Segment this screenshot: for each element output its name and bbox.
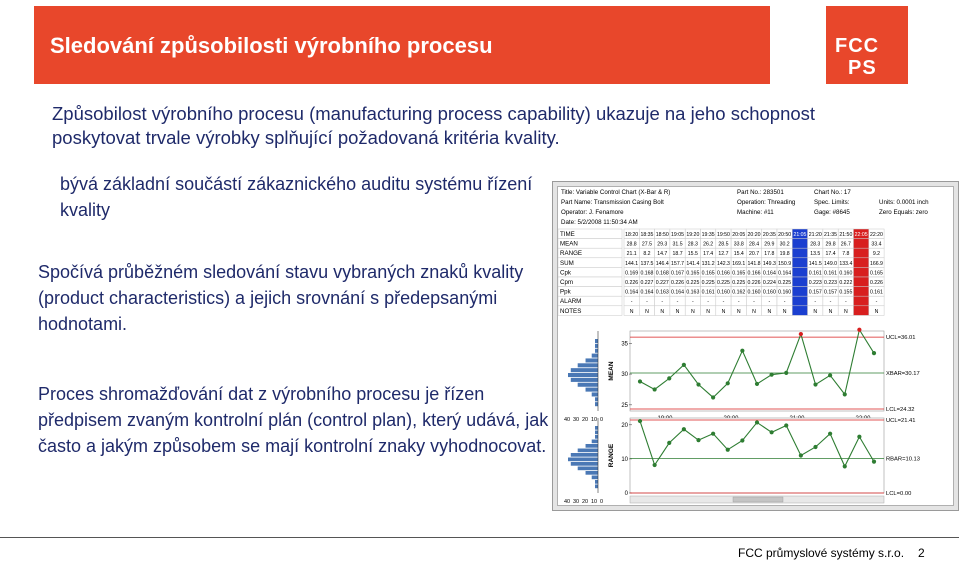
- histogram-bar: [592, 440, 598, 444]
- histogram-bar: [586, 388, 598, 392]
- table-row-label: NOTES: [560, 307, 582, 315]
- table-cell: [854, 239, 869, 249]
- table-cell: [854, 248, 869, 258]
- table-cell-value: 0.164: [671, 289, 685, 296]
- table-cell-value: 0.223: [824, 280, 838, 286]
- table-cell-value: 28.5: [718, 241, 729, 248]
- table-cell-value: 28.3: [810, 241, 821, 248]
- table-cell-value: 19:05: [671, 232, 685, 238]
- control-line-label: UCL=21.41: [886, 418, 916, 425]
- table-cell-value: 0.225: [701, 280, 715, 286]
- table-row-label: MEAN: [560, 240, 578, 248]
- table-cell-value: 0.161: [824, 270, 838, 277]
- table-cell-value: 0.165: [732, 270, 746, 277]
- data-point: [755, 420, 759, 424]
- histogram-bar: [578, 449, 598, 453]
- table-cell-value: 33.8: [733, 241, 744, 248]
- histogram-bar: [595, 397, 598, 401]
- slide-title: Sledování způsobilosti výrobního procesu: [50, 33, 493, 58]
- histogram-tick-label: 40: [564, 499, 571, 505]
- table-cell-value: -: [829, 299, 832, 306]
- table-cell-value: 0.166: [716, 270, 730, 277]
- data-point: [857, 328, 861, 332]
- table-cell-value: 20:50: [778, 232, 792, 238]
- histogram-tick-label: 10: [591, 499, 598, 505]
- table-cell-value: -: [753, 299, 755, 306]
- table-cell-value: 27.5: [641, 241, 653, 248]
- table-cell-value: 0.161: [701, 289, 715, 296]
- footer-divider: [0, 537, 959, 538]
- table-cell-value: 0.162: [732, 289, 746, 296]
- paragraph-audit: bývá základní součástí zákaznického auditu systému řízení kvality: [60, 174, 533, 220]
- table-cell-value: 0.169: [625, 270, 639, 277]
- table-cell-value: N: [721, 308, 726, 315]
- table-cell-value: 13.5: [810, 251, 821, 258]
- y-tick-label: 0: [624, 491, 628, 497]
- data-point: [653, 387, 657, 391]
- table-cell: [854, 296, 869, 306]
- table-cell-value: 0.225: [686, 280, 700, 286]
- chart-header-part-no: Part No.: 283501: [737, 189, 784, 196]
- histogram-bar: [578, 363, 598, 367]
- table-cell-value: 17.4: [703, 251, 714, 258]
- table-cell: [792, 239, 807, 249]
- table-cell-value: N: [843, 308, 848, 315]
- table-cell-value: 0.226: [671, 280, 685, 286]
- table-cell-value: -: [707, 299, 710, 306]
- table-cell-value: 0.163: [655, 289, 669, 296]
- histogram-tick-label: 30: [573, 417, 580, 423]
- table-cell: [792, 306, 807, 316]
- paragraph-control-plan: Proces shromažďování dat z výrobního procesu je řízen předpisem zvaným kontrolní plán (control plan), který udává, jak často a jakým způsobem se mají kontrolní znaky vyhodnocovat.: [38, 384, 549, 456]
- table-cell-value: -: [646, 299, 648, 306]
- table-cell-value: 21:50: [839, 232, 853, 238]
- histogram-bar: [586, 358, 598, 362]
- table-cell-value: 22:20: [869, 232, 883, 238]
- table-row-label: ALARM: [560, 298, 582, 306]
- table-cell-value: 28.8: [626, 241, 637, 248]
- table-cell-value: 19:35: [701, 232, 715, 238]
- table-cell-value: N: [813, 308, 818, 315]
- table-cell-value: 137.5: [640, 260, 654, 267]
- table-cell-value: N: [645, 308, 649, 315]
- histogram-bar: [571, 462, 598, 466]
- table-cell-value: 31.5: [672, 241, 683, 248]
- table-cell: [792, 258, 807, 268]
- histogram-tick-label: 0: [600, 417, 604, 423]
- table-cell-value: 0.226: [869, 280, 883, 286]
- data-point: [872, 351, 876, 355]
- mean-plot-area: [630, 331, 884, 411]
- table-cell: [854, 277, 869, 287]
- control-line-label: XBAR=30.17: [886, 371, 920, 378]
- table-cell-value: 0.164: [778, 270, 792, 277]
- table-cell-value: -: [768, 299, 771, 306]
- data-point: [682, 427, 686, 431]
- y-tick-label: 35: [621, 341, 628, 348]
- chart-header-date: Date: 5/2/2008 11:50:34 AM: [561, 219, 638, 226]
- logo-line-1: FCC: [835, 35, 880, 57]
- table-cell-value: -: [630, 299, 633, 306]
- histogram-bar: [595, 349, 598, 353]
- data-point: [784, 423, 788, 427]
- table-cell-value: N: [675, 308, 680, 315]
- data-point: [843, 392, 847, 396]
- table-cell-value: 20:20: [747, 232, 761, 238]
- table-cell-value: 0.155: [839, 289, 853, 296]
- table-cell-value: 22:05: [854, 232, 868, 238]
- data-point: [857, 435, 861, 439]
- data-point: [828, 432, 832, 436]
- table-cell-value: 18.7: [672, 251, 683, 258]
- table-cell-value: 7.8: [842, 251, 850, 258]
- control-line-label: UCL=36.01: [886, 335, 916, 342]
- data-point: [813, 445, 817, 449]
- histogram-tick-label: 40: [564, 417, 571, 423]
- table-cell-value: 0.225: [732, 280, 746, 286]
- table-cell-value: 0.160: [747, 289, 761, 296]
- histogram-bar: [595, 344, 598, 348]
- table-cell: [792, 267, 807, 277]
- control-line-label: LCL=0.00: [886, 491, 912, 497]
- histogram-bar: [595, 402, 598, 406]
- table-cell-value: -: [722, 299, 725, 306]
- table-cell-value: -: [737, 299, 740, 306]
- table-cell-value: 18:50: [655, 232, 669, 238]
- table-cell-value: 19.8: [779, 251, 790, 258]
- table-cell-value: -: [783, 299, 786, 306]
- data-point: [770, 430, 774, 434]
- table-cell-value: 0.165: [686, 270, 700, 277]
- table-cell-value: N: [629, 308, 634, 315]
- table-cell-value: 0.226: [625, 280, 639, 286]
- table-cell-value: 142.3: [716, 260, 730, 267]
- control-line-label: LCL=24.32: [886, 407, 915, 414]
- table-cell-value: 19:20: [686, 232, 700, 238]
- table-cell-value: 21:35: [824, 232, 838, 238]
- table-cell: [854, 287, 869, 297]
- table-cell-value: 20:05: [732, 232, 746, 238]
- table-row-label: RANGE: [560, 250, 583, 258]
- table-cell-value: 17.8: [764, 251, 775, 258]
- table-cell-value: 29.3: [657, 241, 668, 248]
- table-cell-value: 18:20: [625, 232, 639, 238]
- table-cell-value: 20:35: [762, 232, 776, 238]
- table-cell-value: 20.7: [748, 251, 760, 258]
- table-cell-value: 0.226: [747, 280, 761, 286]
- table-cell-value: -: [661, 299, 664, 306]
- table-cell-value: 146.4: [655, 260, 669, 267]
- table-cell-value: 33.4: [871, 241, 882, 248]
- range-axis-label: RANGE: [608, 443, 615, 468]
- table-row-label: TIME: [560, 231, 575, 238]
- table-cell-value: 28.3: [687, 241, 698, 248]
- data-point: [828, 373, 832, 377]
- histogram-bar: [586, 471, 598, 475]
- histogram-bar: [595, 426, 598, 430]
- footer-company: FCC průmyslové systémy s.r.o.: [738, 546, 905, 560]
- table-cell-value: 21.1: [626, 251, 637, 258]
- table-cell-value: 0.224: [762, 280, 776, 286]
- table-cell-value: 0.227: [640, 280, 654, 286]
- table-cell: [854, 267, 869, 277]
- table-cell-value: 18:35: [640, 232, 654, 238]
- table-cell-value: 29.8: [825, 241, 836, 248]
- table-cell-value: N: [706, 308, 711, 315]
- control-line-label: RBAR=10.13: [886, 456, 920, 463]
- table-cell-value: 0.223: [808, 280, 822, 286]
- data-point: [653, 463, 657, 467]
- histogram-bar: [595, 480, 598, 484]
- table-cell-value: 26.7: [840, 241, 851, 248]
- control-chart-window: [552, 181, 959, 511]
- table-cell-value: 144.1: [625, 260, 639, 267]
- table-cell-value: 0.166: [747, 270, 761, 277]
- histogram-tick-label: 30: [573, 499, 580, 505]
- chart-header-operator: Operator: J. Fenamore: [561, 209, 624, 216]
- y-tick-label: 10: [621, 456, 628, 463]
- table-cell-value: 21:20: [808, 232, 822, 238]
- table-cell-value: 157.7: [671, 260, 685, 267]
- histogram-bar: [571, 368, 598, 372]
- table-cell-value: 0.164: [625, 289, 639, 296]
- table-cell-value: 166.9: [869, 260, 883, 267]
- table-cell-value: 0.222: [839, 280, 853, 286]
- table-cell-value: N: [874, 308, 879, 315]
- table-cell-value: N: [782, 308, 787, 315]
- table-cell-value: 141.8: [747, 260, 761, 267]
- table-cell-value: N: [660, 308, 665, 315]
- table-cell-value: 0.160: [716, 289, 730, 296]
- data-point: [784, 371, 788, 375]
- table-cell-value: -: [676, 299, 679, 306]
- fcc-ps-logo: [826, 6, 908, 84]
- table-cell-value: N: [690, 308, 695, 315]
- data-point: [843, 464, 847, 468]
- data-point: [711, 395, 715, 399]
- table-cell-value: 141.5: [808, 260, 822, 267]
- histogram-tick-label: 0: [600, 499, 604, 505]
- chart-header-machine: Machine: #11: [737, 209, 774, 216]
- table-cell-value: 8.2: [643, 251, 651, 258]
- table-cell: [792, 296, 807, 306]
- table-cell-value: 26.2: [703, 241, 714, 248]
- data-point: [682, 363, 686, 367]
- histogram-bar: [571, 378, 598, 382]
- table-cell-value: 21:05: [793, 232, 807, 238]
- paragraph-monitoring: Spočívá průběžném sledování stavu vybraných znaků kvality (product characteristics) a jejich srovnání s předepsanými hodnotami.: [38, 262, 524, 334]
- table-row-label: Cpk: [560, 269, 572, 277]
- data-point: [696, 438, 700, 442]
- table-cell-value: -: [844, 299, 847, 306]
- table-cell-value: 0.165: [869, 270, 883, 277]
- data-point: [696, 382, 700, 386]
- title-bar: [34, 6, 770, 84]
- chart-scrollbar-thumb: [733, 497, 783, 502]
- histogram-bar: [595, 431, 598, 435]
- data-point: [740, 349, 744, 353]
- table-cell-value: N: [767, 308, 772, 315]
- histogram-tick-label: 20: [582, 417, 589, 423]
- histogram-bar: [595, 339, 598, 343]
- data-point: [799, 453, 803, 457]
- table-cell-value: 0.164: [762, 270, 776, 277]
- histogram-bar: [578, 383, 598, 387]
- data-point: [711, 432, 715, 436]
- table-cell-value: 0.160: [778, 289, 792, 296]
- control-chart-graphics: [558, 228, 953, 506]
- chart-header-part-name: Part Name: Transmission Casing Bolt: [561, 199, 664, 206]
- y-tick-label: 30: [621, 372, 628, 379]
- table-cell-value: N: [736, 308, 741, 315]
- table-cell-value: 150.9: [778, 260, 792, 267]
- chart-header-chart-no: Chart No.: 17: [814, 189, 851, 196]
- table-cell-value: 14.7: [657, 251, 668, 258]
- table-cell-value: N: [752, 308, 756, 315]
- table-cell: [792, 287, 807, 297]
- table-cell-value: -: [875, 299, 878, 306]
- table-cell-value: 131.2: [701, 260, 715, 267]
- chart-header-spec-limits: Spec. Limits:: [814, 199, 850, 206]
- data-point: [740, 438, 744, 442]
- y-tick-label: 20: [621, 422, 628, 429]
- table-cell-value: 17.4: [825, 251, 836, 258]
- table-cell-value: 0.168: [655, 270, 669, 277]
- data-point: [813, 382, 817, 386]
- chart-header-title: Title: Variable Control Chart (X-Bar & R): [561, 189, 671, 196]
- histogram-tick-label: 10: [591, 417, 598, 423]
- table-cell-value: 0.157: [824, 289, 838, 296]
- data-point: [799, 332, 803, 336]
- histogram-bar: [592, 392, 598, 396]
- histogram-bar: [592, 476, 598, 480]
- table-cell-value: 0.161: [808, 270, 822, 277]
- chart-header-zero: Zero Equals: zero: [879, 209, 928, 216]
- table-cell-value: 0.164: [640, 289, 654, 296]
- table-cell-value: 30.2: [779, 241, 790, 248]
- chart-header-gage: Gage: #8645: [814, 209, 850, 216]
- table-cell-value: 0.157: [808, 289, 822, 296]
- page-number: 2: [918, 546, 925, 560]
- chart-header-operation: Operation: Threading: [737, 199, 796, 206]
- table-cell-value: 0.161: [869, 289, 883, 296]
- histogram-bar: [571, 453, 598, 457]
- table-row-label: Ppk: [560, 288, 571, 296]
- table-cell-value: 0.227: [655, 280, 669, 286]
- table-cell-value: 0.165: [701, 270, 715, 277]
- table-cell-value: 149.0: [824, 260, 838, 267]
- table-cell-value: 0.168: [640, 270, 654, 277]
- logo-line-2: PS: [848, 57, 877, 79]
- intro-paragraph: Způsobilost výrobního procesu (manufacturing process capability) ukazuje na jeho schopnost poskytovat trvale výrobky splňující požadovaná kritéria kvality.: [52, 103, 816, 148]
- table-cell-value: 149.3: [762, 260, 776, 267]
- table-cell-value: -: [814, 299, 817, 306]
- mean-axis-label: MEAN: [608, 361, 615, 381]
- table-row-label: Cpm: [560, 279, 574, 286]
- table-cell-value: 0.163: [686, 289, 700, 296]
- histogram-bar: [578, 467, 598, 471]
- data-point: [638, 379, 642, 383]
- table-cell-value: 169.1: [732, 260, 746, 267]
- table-cell-value: 19:50: [716, 232, 730, 238]
- table-cell-value: 133.4: [839, 260, 853, 267]
- data-point: [638, 419, 642, 423]
- histogram-bar: [595, 485, 598, 489]
- table-cell-value: 12.7: [718, 251, 729, 258]
- data-point: [726, 381, 730, 385]
- data-point: [667, 441, 671, 445]
- histogram-bar: [586, 444, 598, 448]
- table-cell: [854, 306, 869, 316]
- table-cell-value: 0.225: [778, 280, 792, 286]
- table-cell-value: 141.4: [686, 260, 700, 267]
- table-cell-value: 28.4: [748, 241, 760, 248]
- table-cell-value: 0.167: [671, 270, 685, 277]
- data-point: [726, 448, 730, 452]
- table-cell-value: 0.225: [716, 280, 730, 286]
- control-chart-panel: [557, 186, 954, 506]
- data-point: [872, 460, 876, 464]
- table-cell: [792, 248, 807, 258]
- table-cell: [854, 258, 869, 268]
- histogram-bar: [568, 458, 598, 462]
- table-cell-value: 29.9: [764, 241, 775, 248]
- table-cell-value: N: [828, 308, 833, 315]
- histogram-tick-label: 20: [582, 499, 589, 505]
- table-cell-value: 9.2: [872, 251, 881, 258]
- table-row-label: SUM: [560, 259, 574, 267]
- data-point: [770, 373, 774, 377]
- histogram-bar: [568, 373, 598, 377]
- histogram-bar: [595, 435, 598, 439]
- data-point: [667, 376, 671, 380]
- table-cell: [792, 277, 807, 287]
- range-plot-area: [630, 418, 884, 493]
- histogram-bar: [592, 354, 598, 358]
- chart-header-units: Units: 0.0001 inch: [879, 199, 929, 206]
- table-cell-value: -: [691, 299, 694, 306]
- table-cell-value: 0.160: [839, 270, 853, 277]
- data-point: [755, 382, 759, 386]
- table-cell-value: 15.5: [687, 251, 698, 258]
- table-cell-value: 15.4: [733, 251, 744, 258]
- table-cell-value: 0.160: [762, 289, 776, 296]
- y-tick-label: 25: [621, 402, 628, 409]
